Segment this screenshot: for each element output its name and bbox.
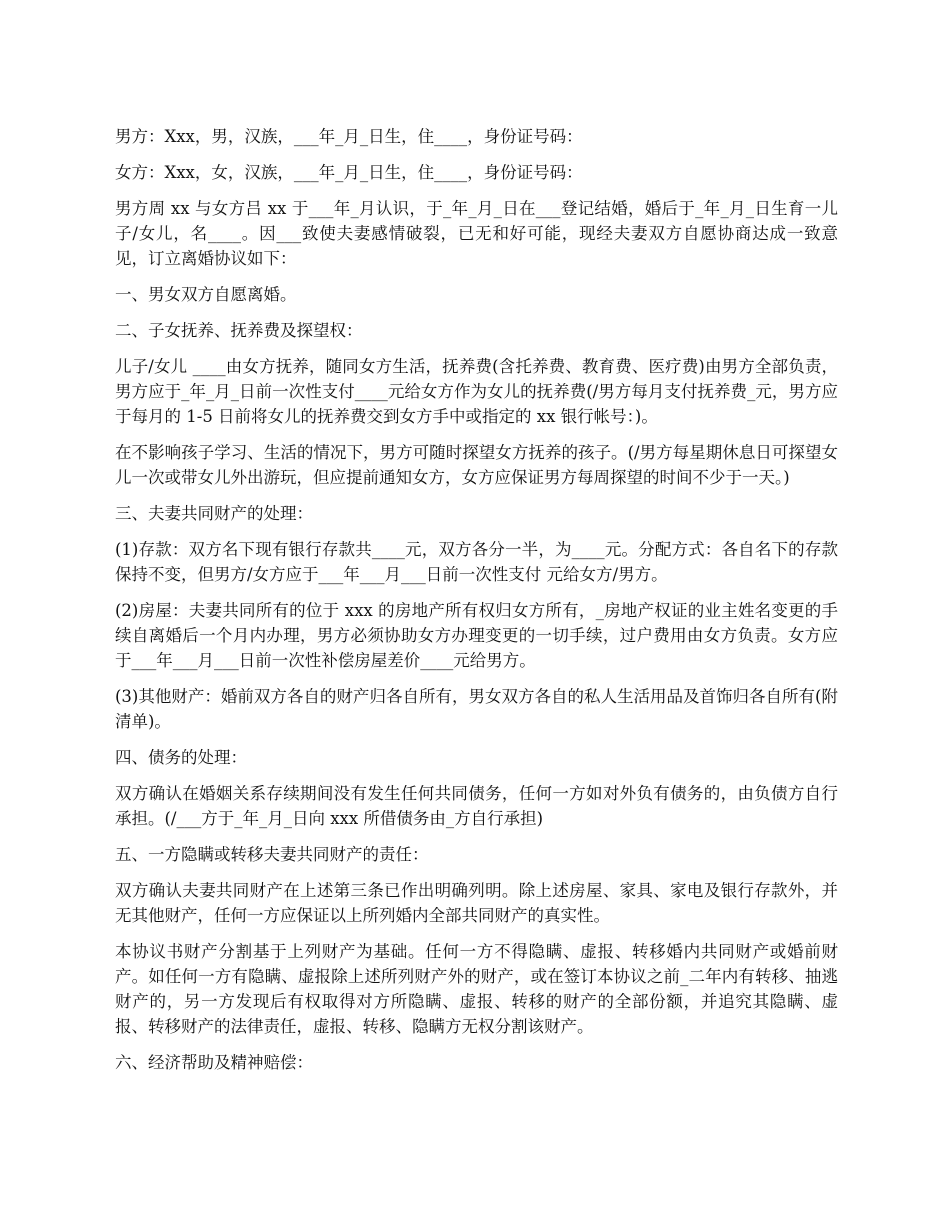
male-party-line: 男方：Xxx，男，汉族，___年_月_日生，住____，身份证号码： <box>115 127 583 146</box>
deposit-paragraph: (1)存款：双方名下现有银行存款共____元，双方各分一半，为____元。分配方式：各自名下的存款保持不变，但男方/女方应于___年___月___日前一次性支付 元给女方/男方。 <box>115 540 838 584</box>
child-custody-paragraph: 儿子/女儿 ____由女方抚养，随同女方生活，抚养费(含托养费、教育费、医疗费)由男方全部负责，男方应于_年_月_日前一次性支付____元给女方作为女儿的抚养费(/男方每月支付抚养费_元，男方应于每月的 1-5 日前将女儿的抚养费交到女方手中或指定的 xx 银行帐号：)。 <box>115 357 838 426</box>
visitation-paragraph: 在不影响孩子学习、生活的情况下，男方可随时探望女方抚养的孩子。(/男方每星期休息日可探望女儿一次或带女儿外出游玩，但应提前通知女方，女方应保证男方每周探望的时间不少于一天。) <box>115 443 838 487</box>
property-division-paragraph: 本协议书财产分割基于上列财产为基础。任何一方不得隐瞒、虚报、转移婚内共同财产或婚前财产。如任何一方有隐瞒、虚报除上述所列财产外的财产，或在签订本协议之前_二年内有转移、抽逃财产的，另一方发现后有权取得对方所隐瞒、虚报、转移的财产的全部份额，并追究其隐瞒、虚报、转移财产的法律责任，虚报、转移、隐瞒方无权分割该财产。 <box>115 942 838 1036</box>
property-confirmation-paragraph: 双方确认夫妻共同财产在上述第三条已作出明确列明。除上述房屋、家具、家电及银行存款外，并无其他财产，任何一方应保证以上所列婚内全部共同财产的真实性。 <box>115 881 838 925</box>
section-4-heading: 四、债务的处理： <box>115 748 247 767</box>
female-party-line: 女方：Xxx，女，汉族，___年_月_日生，住____，身份证号码： <box>115 163 583 182</box>
section-6-heading: 六、经济帮助及精神赔偿： <box>115 1053 313 1072</box>
debt-paragraph: 双方确认在婚姻关系存续期间没有发生任何共同债务，任何一方如对外负有债务的，由负债方自行承担。(/___方于_年_月_日向 xxx 所借债务由_方自行承担) <box>115 784 838 828</box>
preamble-paragraph: 男方周 xx 与女方吕 xx 于___年_月认识，于_年_月_日在___登记结婚，婚后于_年_月_日生育一儿子/女儿，名____。因___致使夫妻感情破裂，已无和好可能，现经夫妻双方自愿协商达成一致意见，订立离婚协议如下： <box>115 199 838 268</box>
section-1-heading: 一、男女双方自愿离婚。 <box>115 285 297 304</box>
section-2-heading: 二、子女抚养、抚养费及探望权： <box>115 321 363 340</box>
house-paragraph: (2)房屋：夫妻共同所有的位于 xxx 的房地产所有权归女方所有，_房地产权证的业主姓名变更的手续自离婚后一个月内办理，男方必须协助女方办理变更的一切手续，过户费用由女方负责。女方应于___年___月___日前一次性补偿房屋差价____元给男方。 <box>115 601 838 670</box>
section-5-heading: 五、一方隐瞒或转移夫妻共同财产的责任： <box>115 845 429 864</box>
other-property-paragraph: (3)其他财产：婚前双方各自的财产归各自所有，男女双方各自的私人生活用品及首饰归各自所有(附清单)。 <box>115 687 838 731</box>
document-body <box>115 124 838 1086</box>
section-3-heading: 三、夫妻共同财产的处理： <box>115 504 313 523</box>
